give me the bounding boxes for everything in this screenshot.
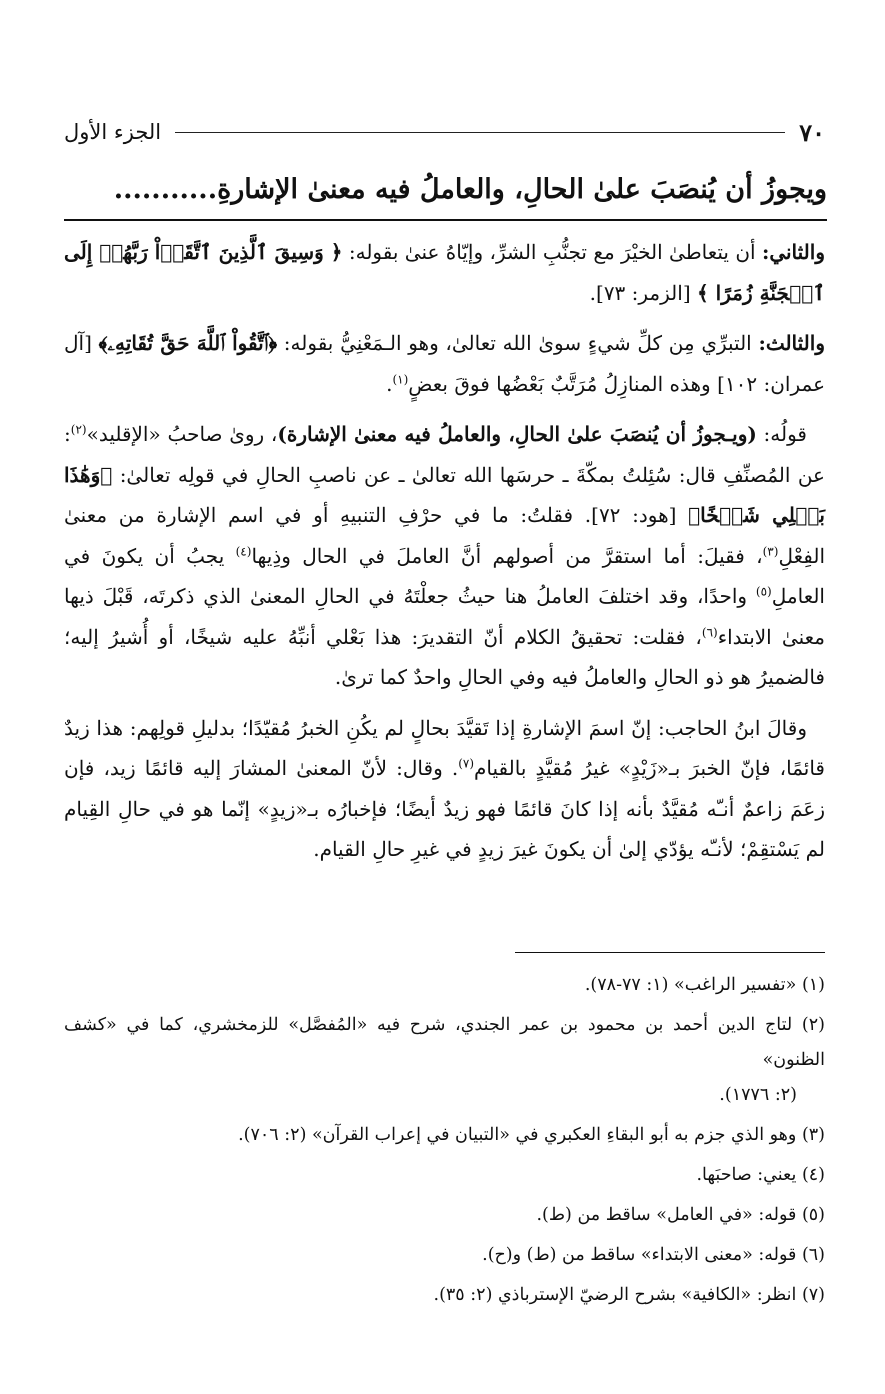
paragraph-text: . وقال: لأنّ المعنىٰ المشارَ إليه قائمًا زيد، فإن زعَمَ زاعمٌ أنـّه مُقيَّدٌ بأنه إذا كانَ قائمًا فهو زيدٌ أيضًا؛ فإخبارُه بـ«زيدٍ» إنّما هو في حالِ القِيام لم يَسْتقِمْ؛ لأنـّه يؤدّي إلىٰ أن يكونَ غيرَ زيدٍ في غيرِ حالِ القيام.	[64, 756, 825, 861]
footnote-continuation: (٢: ١٧٧٦).	[719, 1085, 797, 1105]
footnote-text: وهو الذي جزم به أبو البقاءِ العكبري في «التبيان في إعراب القرآن» (٢: ٧٠٦).	[238, 1125, 797, 1145]
footnote-number: (٧)	[801, 1285, 825, 1305]
matn-text: ويجوزُ أن يُنصَبَ علىٰ الحالِ، والعاملُ فيه معنىٰ الإشارةِ	[217, 174, 827, 205]
paragraph-second	[64, 232, 825, 313]
header-rule	[175, 132, 785, 133]
paragraph-text: التبرِّي مِن كلِّ شيءٍ سوىٰ الله تعالىٰ، وهو الـمَعْنِيُّ بقوله:	[277, 331, 759, 355]
footnote-ref[interactable]: (١)	[392, 371, 409, 386]
footnote-number: (٦)	[801, 1245, 825, 1265]
footnote-item	[64, 1278, 825, 1313]
paragraph-text: قولُه:	[756, 422, 807, 446]
footnote-item	[64, 968, 825, 1003]
paragraph-text: وقالَ ابنُ الحاجب: إنّ اسمَ الإشارةِ إذا تَقيَّدَ بحالٍ لم يكُنِ الخبرُ مُقيّدًا؛ بدليلِ قولِهم: هذا زيدٌ قائمًا، فإنّ الخبرَ بـ«زَيْدٍ» غيرُ مُقيَّدٍ بالقيام	[64, 715, 825, 780]
running-title: الجزء الأول	[64, 120, 162, 144]
footnote-text: «تفسير الراغب» (١: ٧٧-٧٨).	[584, 975, 797, 995]
footnote-text: يعني: صاحبَها.	[696, 1165, 797, 1185]
footnote-number: (٣)	[801, 1125, 825, 1145]
surah-reference: [الزمر: ٧٣].	[589, 280, 697, 305]
footnote-divider	[515, 952, 825, 953]
paragraph-text: ، فقلت: تحقيقُ الكلام أنّ التقديرَ: هذا بَعْلي أنبِّهُ عليه شيخًا، أو أُشيرُ إليه؛ فالضميرُ هو ذو الحالِ والعاملُ فيه وفي الحالِ واحدٌ كما ترىٰ.	[64, 624, 825, 689]
paragraph-commentary	[64, 414, 825, 698]
paragraph-label: والثاني:	[761, 240, 825, 264]
footnote-text: قوله: «معنى الابتداء» ساقط من (ط) و(ح).	[482, 1245, 797, 1265]
paragraph-text: [هود: ٧٢]. فقلتُ: ما في حرْفِ التنبيهِ أو في اسم الإشارة من معنىٰ الفِعْلِ	[64, 503, 825, 568]
footnote-text: لتاج الدين أحمد بن محمود بن عمر الجندي، شرح فيه «المُفصَّل» للزمخشري، كما في «كشف الظنون»	[64, 1015, 825, 1070]
quran-quote: ﴿ٱتَّقُواْ ٱللَّهَ حَقَّ تُقَاتِهِۦ﴾	[98, 331, 278, 355]
paragraph-text: .	[386, 371, 393, 396]
footnote-ref[interactable]: (٣)	[762, 543, 779, 558]
paragraph-third	[64, 323, 825, 404]
footnotes	[64, 968, 825, 1318]
footnote-number: (٤)	[801, 1165, 825, 1185]
commentary-body	[64, 232, 825, 880]
paragraph-text: ، روىٰ صاحبُ «الإقليد»	[86, 422, 278, 446]
running-header	[64, 112, 825, 152]
footnote-ref[interactable]: (٥)	[755, 584, 772, 599]
paragraph-ibn-hajib	[64, 708, 825, 870]
quran-quote: ﴿وَهَٰذَا بَعۡلِي شَيۡخًا﴾	[64, 462, 825, 527]
footnote-number: (٢)	[801, 1015, 825, 1035]
paragraph-text: [آل عمران: ١٠٢] وهذه المنازِلُ مُرَتَّبٌ بَعْضُها فوقَ بعضٍ	[64, 331, 825, 396]
footnote-ref[interactable]: (٧)	[458, 756, 475, 771]
quran-quote: ﴿ وَسِيقَ ٱلَّذِينَ ٱتَّقَوۡاْ رَبَّهُمۡ إِلَى ٱلۡجَنَّةِ زُمَرًا ﴾	[64, 240, 825, 305]
footnote-text: قوله: «في العامل» ساقط من (ط).	[536, 1205, 797, 1225]
footnote-item	[64, 1008, 825, 1113]
paragraph-text: يجبُ أن يكونَ في العاملِ	[64, 543, 825, 608]
matn-dots: ...........	[113, 174, 218, 205]
footnote-number: (١)	[801, 975, 825, 995]
matn-citation: (ويـجوزُ أن يُنصَبَ علىٰ الحالِ، والعاملُ فيه معنىٰ الإشارة)	[277, 422, 757, 446]
footnote-ref[interactable]: (٦)	[701, 624, 718, 639]
footnote-number: (٥)	[801, 1205, 825, 1225]
paragraph-text: : عن المُصنِّفِ قال: سُئِلتُ بمكّةَ ـ حرسَها الله تعالىٰ ـ عن ناصبِ الحالِ في قولِه تعالىٰ:	[64, 422, 825, 487]
matn-heading	[64, 166, 827, 214]
footnote-item	[64, 1118, 825, 1153]
footnote-ref[interactable]: (٢)	[70, 422, 87, 437]
footnote-item	[64, 1198, 825, 1233]
footnote-item	[64, 1238, 825, 1273]
paragraph-text: أن يتعاطىٰ الخيْرَ مع تجنُّبِ الشرِّ، وإيّاهُ عنىٰ بقوله:	[342, 240, 762, 264]
page-number: ٧٠	[799, 117, 825, 147]
footnote-text: انظر: «الكافية» بشرح الرضيّ الإسترباذي (٢: ٣٥).	[433, 1285, 797, 1305]
footnote-ref[interactable]: (٤)	[235, 543, 252, 558]
paragraph-label: والثالث:	[758, 331, 825, 355]
footnote-item	[64, 1158, 825, 1193]
matn-divider	[64, 219, 827, 221]
paragraph-text: ، فقيلَ: أما استقرَّ من أصولهم أنَّ العاملَ في الحال وذِيها	[251, 543, 763, 568]
paragraph-text: واحدًا، وقد اختلفَ العاملُ هنا حيثُ جعلْتَهُ في الحالِ المعنىٰ الذي ذكرتَه، قَبْلَ ذيها معنىٰ الابتداء	[64, 584, 825, 649]
